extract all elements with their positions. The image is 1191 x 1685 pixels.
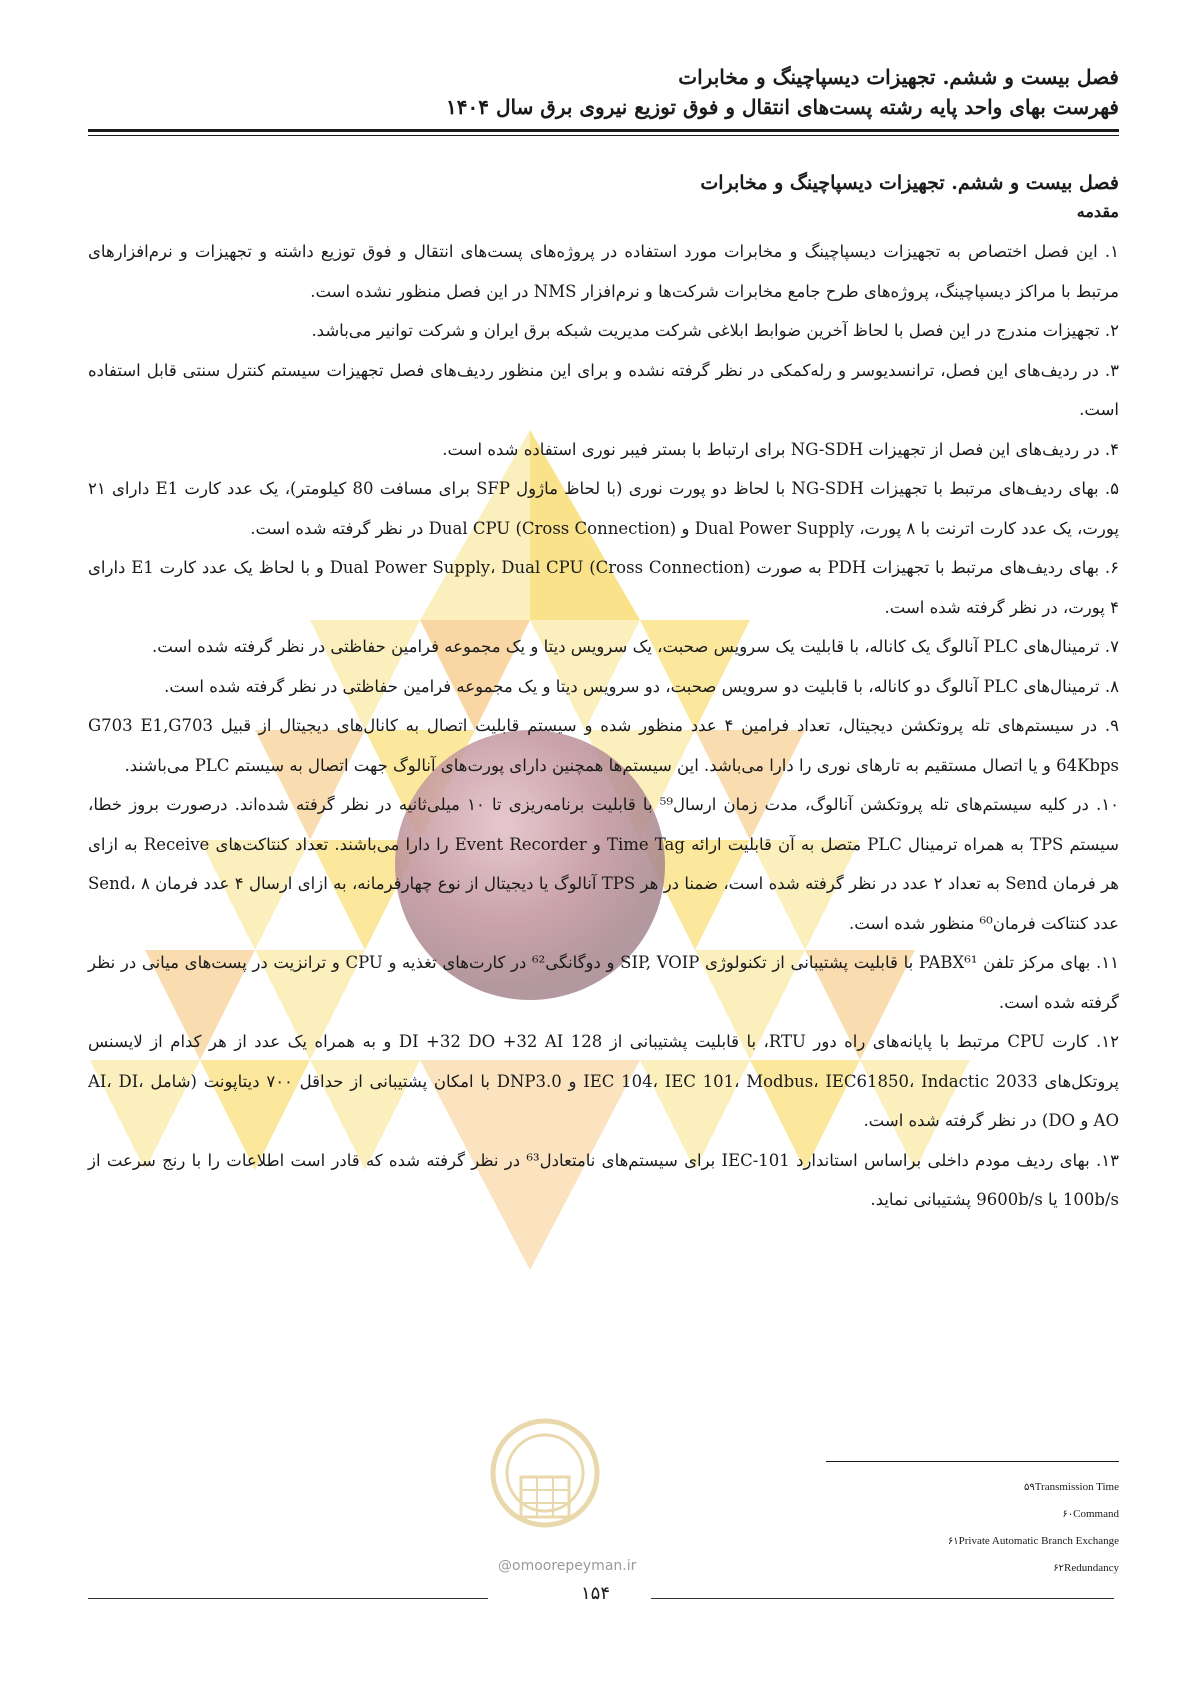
- watermark-url: @omoorepeyman.ir: [498, 1558, 637, 1574]
- paragraph-5: ۵. بهای ردیف‌های مرتبط با تجهیزات NG-SDH با لحاظ دو پورت نوری (با لحاظ ماژول SFP برای مسافت 80 کیلومتر)، یک عدد کارت E1 دارای ۲۱ پورت، یک عدد کارت اترنت با ۸ پورت، Dual Power Supply و Dual CPU (Cross Connection) در نظر گرفته شده است.: [88, 479, 1119, 538]
- paragraph-12: ۱۲. کارت CPU مرتبط با پایانه‌های راه دور RTU، با قابلیت پشتیبانی از 128 DI +32 DO +32 AI و به همراه یک عدد از هر کدام از لایسنس پروتکل‌های IEC 104، IEC 101، Modbus، IEC61850، Indactic 2033 و DNP3.0 با امکان پشتیبانی از حداقل ۷۰۰ دیتاپونت (شامل AI، DI، AO و DO) در نظر گرفته شده است.: [88, 1032, 1120, 1130]
- header-document-title: فهرست بهای واحد پایه رشته پست‌های انتقال و فوق توزیع نیروی برق سال ۱۴۰۴: [446, 95, 1119, 119]
- page-header: [446, 62, 1119, 122]
- paragraph-7: ۷. ترمینال‌های PLC آنالوگ یک کاناله، با قابلیت یک سرویس صحبت، یک سرویس دیتا و یک مجموعه فرامین حفاظتی در نظر گرفته شده است.: [151, 637, 1119, 656]
- paragraph-8: ۸. ترمینال‌های PLC آنالوگ دو کاناله، با قابلیت دو سرویس صحبت، دو سرویس دیتا و یک مجموعه فرامین حفاظتی در نظر گرفته شده است.: [164, 676, 1119, 696]
- header-rule-thick: [88, 129, 1119, 132]
- paragraph-2: ۲. تجهیزات مندرج در این فصل با لحاظ آخرین ضوابط ابلاغی شرکت مدیریت شبکه برق ایران و شرکت توانیر می‌باشد.: [311, 321, 1119, 340]
- paragraph-13: ۱۳. بهای ردیف مودم داخلی براساس استاندارد IEC-101 برای سیستم‌های نامتعادل⁶³ در نظر گرفته شده که قادر است اطلاعات را با رنج سرعت از 100b/s یا 9600b/s پشتیبانی نماید.: [88, 1150, 1119, 1209]
- footnote-separator: [826, 1461, 1119, 1462]
- footnote-61: ۶۱Private Automatic Branch Exchange: [947, 1535, 1119, 1547]
- paragraph-6: ۶. بهای ردیف‌های مرتبط با تجهیزات PDH به صورت Dual Power Supply، Dual CPU (Cross Connection) و با لحاظ یک عدد کارت E1 دارای ۴ پورت، در نظر گرفته شده است.: [88, 558, 1119, 617]
- header-chapter-title: فصل بیست و ششم. تجهیزات دیسپاچینگ و مخابرات: [678, 65, 1119, 89]
- paragraph-11: ۱۱. بهای مرکز تلفن PABX⁶¹ با قابلیت پشتیبانی از تکنولوژی SIP, VOIP و دوگانگی⁶² در کارت‌های تغذیه و CPU و ترانزیت در پست‌های میانی در نظر گرفته شده است.: [88, 953, 1120, 1012]
- header-rule-thin: [88, 135, 1119, 136]
- page-content: [88, 168, 1119, 1220]
- footnote-59: ۵۹Transmission Time: [1023, 1481, 1119, 1493]
- footnote-62: ۶۲Redundancy: [1053, 1562, 1119, 1574]
- paragraph-9: ۹. در سیستم‌های تله پروتکشن دیجیتال، تعداد فرامین ۴ عدد منظور شده و سیستم قابلیت اتصال به کانال‌های دیجیتال از قبیل G703 E1,G703 64Kbps و یا اتصال مستقیم به تارهای نوری را دارا می‌باشد. این سیستم‌ها همچنین دارای پورت‌های آنالوگ جهت اتصال به سیستم PLC می‌باشند.: [88, 716, 1119, 775]
- watermark-seal-icon: [485, 1415, 605, 1545]
- intro-heading: مقدمه: [1076, 202, 1119, 221]
- paragraph-1: ۱. این فصل اختصاص به تجهیزات دیسپاچینگ و مخابرات مورد استفاده در پروژه‌های پست‌های انتقال و فوق توزیع داشته و تجهیزات و نرم‌افزارهای مرتبط با مراکز دیسپاچینگ، پروژه‌های طرح جامع مخابرات شرکت‌ها و نرم‌افزار NMS در این فصل منظور نشده است.: [88, 242, 1119, 301]
- paragraph-3: ۳. در ردیف‌های این فصل، ترانسدیوسر و رله‌کمکی در نظر گرفته نشده و برای این منظور ردیف‌های فصل تجهیزات سیستم کنترل سنتی قابل استفاده است.: [88, 360, 1119, 419]
- footnotes: [942, 1474, 1119, 1582]
- chapter-title: فصل بیست و ششم. تجهیزات دیسپاچینگ و مخابرات: [700, 172, 1119, 194]
- page-number: ۱۵۴: [580, 1583, 610, 1604]
- footnote-60: ۶۰Command: [1062, 1508, 1119, 1520]
- paragraph-10: ۱۰. در کلیه سیستم‌های تله پروتکشن آنالوگ، مدت زمان ارسال⁵⁹ با قابلیت برنامه‌ریزی تا ۱۰ میلی‌ثانیه در نظر گرفته شده‌اند. درصورت بروز خطا، سیستم TPS به همراه ترمینال PLC متصل به آن قابلیت ارائه Time Tag و Event Recorder را دارا می‌باشند. تعداد کنتاکت‌های Receive به ازای هر فرمان Send به تعداد ۲ عدد در نظر گرفته شده است، ضمنا در هر TPS آنالوگ یا دیجیتال از نوع چهارفرمانه، به ازای ارسال ۴ عدد فرمان Send، ۸ عدد کنتاکت فرمان⁶⁰ منظور شده است.: [88, 795, 1119, 933]
- paragraph-4: ۴. در ردیف‌های این فصل از تجهیزات NG-SDH برای ارتباط با بستر فیبر نوری استفاده شده است.: [442, 439, 1119, 459]
